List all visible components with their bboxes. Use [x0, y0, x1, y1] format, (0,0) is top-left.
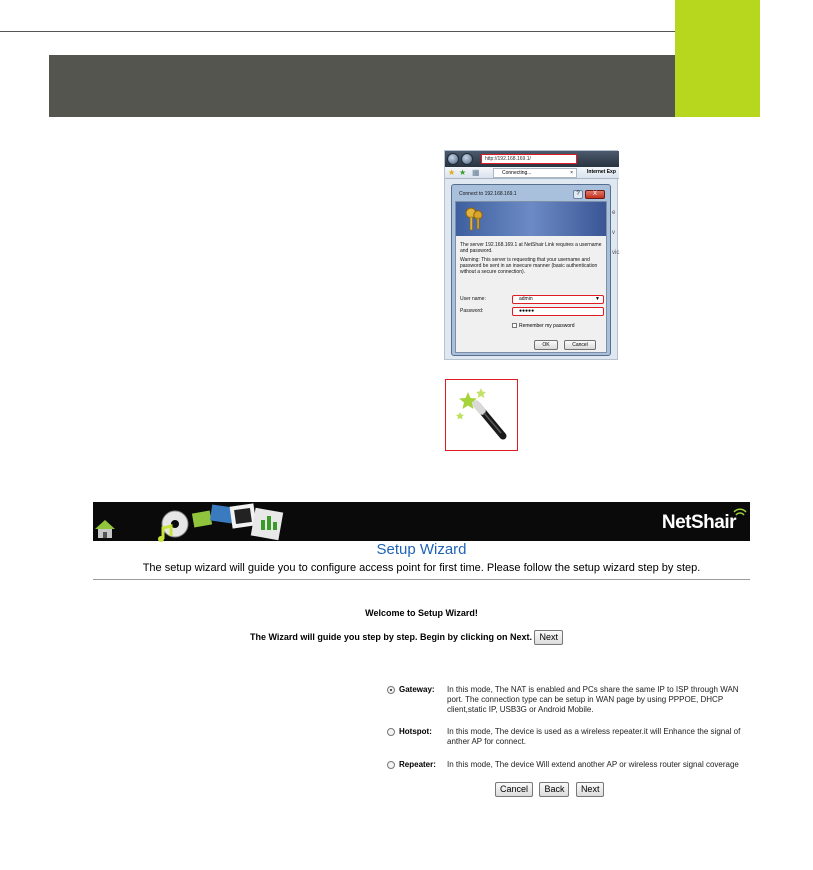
tab-connecting[interactable]: Connecting... × [493, 168, 577, 178]
back-button[interactable]: Back [539, 782, 569, 797]
page-subtitle: The setup wizard will guide you to configure access point for first time. Please follow the setup wizard step by step. [142, 562, 701, 574]
header-artwork [93, 502, 750, 541]
dialog-message: The server 192.168.169.1 at NetShair Link requires a username and password. [460, 242, 602, 254]
background-page-text: e v vic [612, 210, 620, 256]
cancel-button[interactable]: Cancel [495, 782, 533, 797]
favorites-star-icon: ★ [448, 168, 456, 177]
cancel-button[interactable]: Cancel [564, 340, 596, 350]
magic-wand-icon [446, 380, 519, 452]
help-button[interactable]: ? [573, 190, 583, 199]
wizard-actions [495, 781, 606, 799]
mode-description: In this mode, The NAT is enabled and PCs share the same IP to ISP through WAN port. The connection type can be setup in WAN page by using PPPOE, DHCP client,static IP, USB3G or Android Mobile. [447, 685, 739, 714]
tab-other[interactable]: Internet Exp [587, 169, 616, 175]
dialog-title: Connect to 192.168.169.1 ? X [455, 188, 607, 201]
browser-nav-bar [445, 151, 619, 167]
title-band [49, 55, 675, 117]
accent-block [675, 0, 760, 117]
mode-description: In this mode, The device is used as a wireless repeater.it will Enhance the signal of anther AP for connect. [447, 727, 741, 746]
password-field[interactable]: ●●●●● [512, 307, 604, 316]
address-bar[interactable]: http://192.168.169.1/ [481, 154, 577, 164]
dropdown-arrow-icon[interactable]: ▼ [595, 296, 600, 302]
dialog-body [455, 201, 607, 353]
back-arrow-icon [447, 153, 459, 165]
page-title: Setup Wizard [376, 541, 467, 558]
browser-tab-bar [445, 167, 619, 179]
router-header [93, 502, 750, 541]
next-button[interactable]: Next [576, 782, 605, 797]
guide-line: The Wizard will guide you step by step. Begin by clicking on Next. Next [0, 630, 813, 645]
auth-dialog [451, 184, 611, 356]
radio-hotspot[interactable] [387, 728, 395, 736]
mode-description: In this mode, The device Will extend another AP or wireless router signal coverage [447, 760, 739, 769]
username-label: User name: [460, 296, 486, 302]
media-tiles-icon [192, 503, 283, 540]
forward-arrow-icon [461, 153, 473, 165]
password-label: Password: [460, 308, 484, 314]
dialog-banner [456, 202, 606, 236]
tab-grid-icon: ▦ [472, 168, 480, 177]
media-disc-icon [158, 511, 188, 542]
divider [93, 579, 750, 580]
radio-gateway[interactable] [387, 686, 395, 694]
ok-button[interactable]: OK [534, 340, 558, 350]
radio-repeater[interactable] [387, 761, 395, 769]
wizard-icon-box [445, 379, 518, 451]
username-field[interactable]: admin ▼ [512, 295, 604, 304]
login-screenshot [444, 150, 618, 360]
add-favorite-icon: ★ [459, 168, 467, 177]
header-rule [0, 31, 760, 32]
mode-label: Hotspot: [399, 727, 432, 736]
welcome-heading: Welcome to Setup Wizard! [365, 608, 478, 618]
brand-logo: NetShair [661, 512, 736, 533]
home-icon [95, 520, 115, 538]
remember-checkbox[interactable]: Remember my password [512, 323, 575, 330]
tab-close-icon[interactable]: × [570, 170, 573, 176]
mode-label: Repeater: [399, 760, 436, 769]
next-button-top[interactable]: Next [534, 630, 563, 645]
keys-icon [464, 206, 484, 232]
close-button[interactable]: X [585, 190, 605, 199]
mode-label: Gateway: [399, 685, 435, 694]
dialog-warning: Warning: This server is requesting that your username and password be sent in an insecure manner (basic authentication without a secure connection). [460, 257, 598, 275]
